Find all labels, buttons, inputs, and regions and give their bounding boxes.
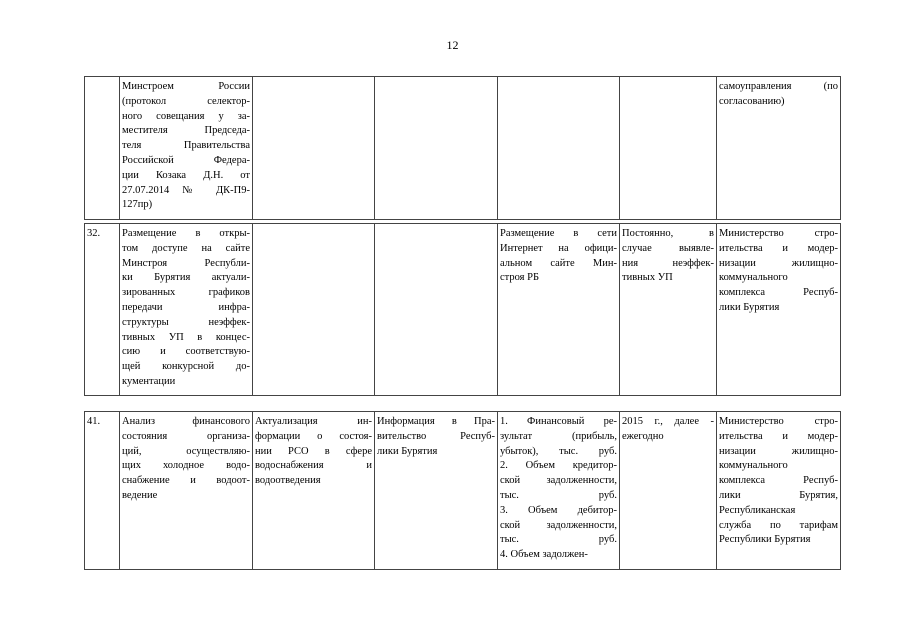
page-number: 12 <box>446 38 459 52</box>
indicator-cell <box>498 412 620 570</box>
cell-text-line: структуры неэффек- <box>122 316 250 328</box>
cell-text-line: ций, осуществляю- <box>122 445 250 457</box>
responsible-cell <box>717 412 841 570</box>
event-cell <box>120 224 253 396</box>
cell-text-line: тыс. руб. <box>500 489 617 501</box>
responsible-cell <box>717 77 841 220</box>
cell-text-line: коммунального <box>719 460 788 472</box>
cell-text-line: зультат (прибыль, <box>500 430 617 442</box>
cell-text-line: Размещение в сети <box>500 228 617 239</box>
result-cell <box>375 412 498 570</box>
cell-text-line: щих холодное водо- <box>122 460 250 472</box>
cell-text-line: 27.07.2014 № ДК-П9- <box>122 184 250 196</box>
cell-text-line: согласованию) <box>719 95 785 107</box>
cell-text-line: теля Правительства <box>122 140 250 152</box>
cell-text-line: лики Бурятия <box>377 445 438 457</box>
action-cell <box>253 224 375 396</box>
cell-text-line: ской задолженности, <box>500 519 617 531</box>
cell-text-line: Министерство стро- <box>719 416 838 427</box>
cell-text-line: низации жилищно- <box>719 445 838 457</box>
cell-text-line: 3. Объем дебитор- <box>500 504 617 516</box>
cell-text-line: передачи инфра- <box>122 301 250 313</box>
cell-text-line: ки Бурятия актуали- <box>122 272 250 284</box>
cell-text-line: вительство Респуб- <box>377 430 495 442</box>
table-fragment-3 <box>84 411 841 570</box>
cell-text-line: Минстроя Республи- <box>122 257 250 269</box>
cell-text-line: ительства и модер- <box>719 242 838 254</box>
cell-text-line: сию и соответствую- <box>122 346 250 358</box>
cell-text-line: ции Козака Д.Н. от <box>122 169 250 181</box>
cell-text-line: тыс. руб. <box>500 534 617 546</box>
cell-text-line: (протокол селектор- <box>122 95 250 107</box>
cell-text-line: тивных УП в концес- <box>122 331 250 343</box>
cell-text-line: Анализ финансового <box>122 416 250 427</box>
row-number-cell: 32. <box>85 224 120 396</box>
cell-text-line: Информация в Пра- <box>377 416 495 427</box>
cell-text-line: 1. Финансовый ре- <box>500 416 617 427</box>
event-cell <box>120 412 253 570</box>
cell-text-line: ской задолженности, <box>500 475 617 487</box>
cell-text-line: коммунального <box>719 272 788 284</box>
cell-text-line: снабжение и водоот- <box>122 475 250 487</box>
action-cell <box>253 77 375 220</box>
responsible-cell <box>717 224 841 396</box>
cell-text-line: комплекса Респуб- <box>719 287 838 299</box>
cell-text-line: комплекса Респуб- <box>719 475 838 487</box>
cell-text-line: ведение <box>122 489 158 501</box>
cell-text-line: 2. Объем кредитор- <box>500 460 617 472</box>
cell-text-line: Постоянно, в <box>622 228 714 239</box>
table-fragment-2 <box>84 223 841 396</box>
row-number-cell <box>85 77 120 220</box>
cell-text-line: Актуализация ин- <box>255 416 372 427</box>
cell-text-line: 2015 г., далее - <box>622 416 714 427</box>
cell-text-line: состояния организа- <box>122 430 250 442</box>
cell-text-line: Минстроем России <box>122 81 250 92</box>
cell-text-line: убыток), тыс. руб. <box>500 445 617 457</box>
cell-text-line: водоотведения <box>255 475 321 487</box>
cell-text-line: служба по тарифам <box>719 519 838 531</box>
cell-text-line: Размещение в откры- <box>122 228 250 239</box>
result-cell <box>375 224 498 396</box>
deadline-cell <box>620 77 717 220</box>
deadline-cell <box>620 412 717 570</box>
cell-text-line: Российской Федера- <box>122 154 250 166</box>
table-row <box>85 412 841 570</box>
table-row <box>85 77 841 220</box>
cell-text-line: ительства и модер- <box>719 430 838 442</box>
cell-text-line: кументации <box>122 375 176 387</box>
cell-text-line: тивных УП <box>622 272 673 284</box>
cell-text-line: альном сайте Мин- <box>500 257 617 269</box>
cell-text-line: том доступе на сайте <box>122 242 250 254</box>
row-number-cell: 41. <box>85 412 120 570</box>
indicator-cell <box>498 224 620 396</box>
cell-text-line: 4. Объем задолжен- <box>500 549 588 561</box>
cell-text-line: зированных графиков <box>122 287 250 299</box>
cell-text-line: строя РБ <box>500 272 540 284</box>
cell-text-line: низации жилищно- <box>719 257 838 269</box>
cell-text-line: местителя Председа- <box>122 125 250 137</box>
cell-text-line: 127пр) <box>122 199 153 211</box>
cell-text-line: самоуправления (по <box>719 81 838 92</box>
cell-text-line: Республики Бурятия <box>719 534 811 546</box>
cell-text-line: нии РСО в сфере <box>255 445 372 457</box>
result-cell <box>375 77 498 220</box>
action-cell <box>253 412 375 570</box>
cell-text-line: Министерство стро- <box>719 228 838 239</box>
cell-text-line: ния неэффек- <box>622 257 714 269</box>
cell-text-line: Интернет на офици- <box>500 242 617 254</box>
table-fragment-1 <box>84 76 841 220</box>
cell-text-line: щей конкурсной до- <box>122 361 250 373</box>
cell-text-line: лики Бурятия <box>719 301 780 313</box>
cell-text-line: ного совещания у за- <box>122 110 250 122</box>
deadline-cell <box>620 224 717 396</box>
event-cell <box>120 77 253 220</box>
indicator-cell <box>498 77 620 220</box>
cell-text-line: лики Бурятия, <box>719 489 838 501</box>
cell-text-line: водоснабжения и <box>255 460 372 472</box>
cell-text-line: ежегодно <box>622 430 664 442</box>
cell-text-line: случае выявле- <box>622 242 714 254</box>
cell-text-line: формации о состоя- <box>255 430 372 442</box>
cell-text-line: Республиканская <box>719 504 796 516</box>
table-row <box>85 224 841 396</box>
